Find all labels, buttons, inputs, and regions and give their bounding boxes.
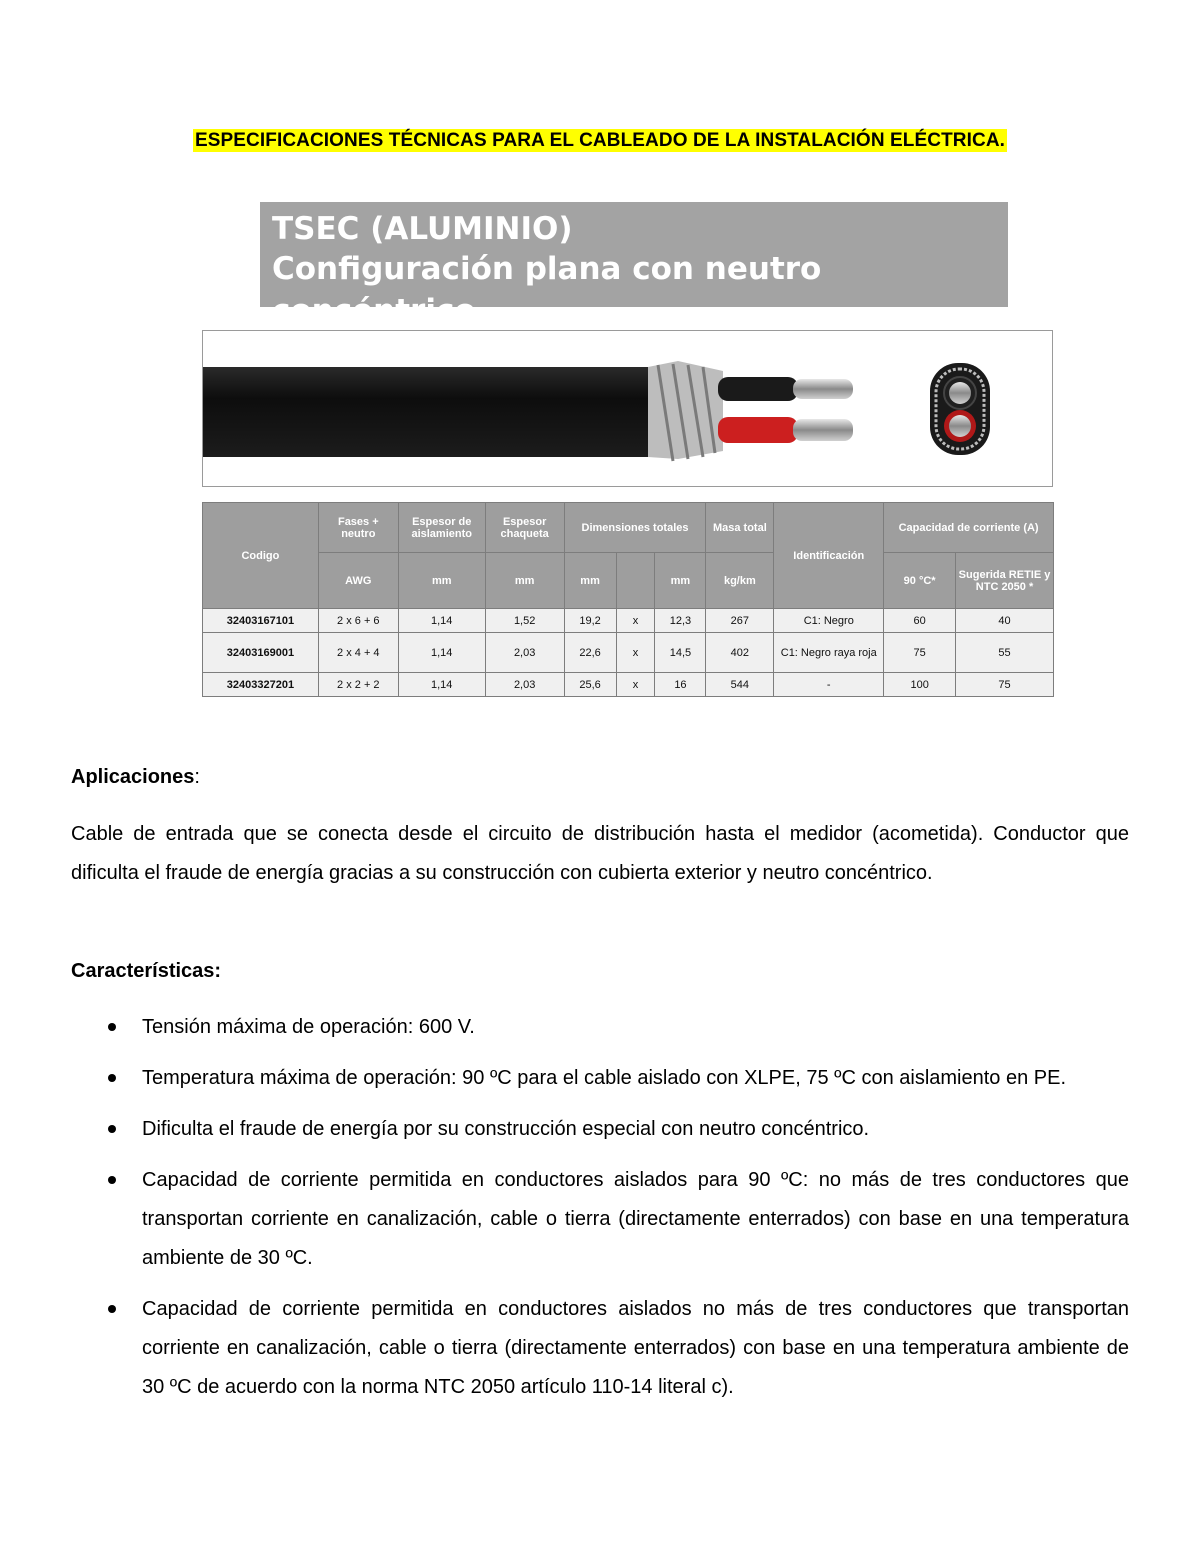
header-codigo: Codigo bbox=[203, 503, 319, 609]
list-item bbox=[71, 1008, 1129, 1047]
cell-awg: 2 x 6 + 6 bbox=[318, 609, 398, 633]
cable-cross-section-icon bbox=[930, 363, 990, 455]
cell-x: x bbox=[616, 609, 655, 633]
banner-subtitle: Configuración plana con neutro concéntrico bbox=[272, 251, 822, 329]
cell-dim2: 14,5 bbox=[655, 633, 706, 673]
table-row bbox=[203, 633, 1054, 673]
unit-mm: mm bbox=[485, 553, 564, 609]
cell-masa: 402 bbox=[706, 633, 774, 673]
cell-ident: C1: Negro raya roja bbox=[774, 633, 884, 673]
aplicaciones-heading-wrap bbox=[71, 766, 1129, 789]
cell-aislamiento: 1,14 bbox=[398, 609, 485, 633]
unit-sugerida: Sugerida RETIE y NTC 2050 * bbox=[956, 553, 1054, 609]
unit-90c: 90 °C* bbox=[884, 553, 956, 609]
page-title-wrap bbox=[0, 130, 1200, 152]
list-item bbox=[71, 1290, 1129, 1407]
cell-masa: 267 bbox=[706, 609, 774, 633]
cell-x: x bbox=[616, 633, 655, 673]
cell-chaqueta: 1,52 bbox=[485, 609, 564, 633]
aplicaciones-text: Cable de entrada que se conecta desde el circuito de distribución hasta el medidor (acometida). Conductor que dificulta el fraude de energía gracias a su construcción con cubierta exterior y neutro concéntrico. bbox=[71, 823, 1129, 884]
list-item-text: Temperatura máxima de operación: 90 ºC para el cable aislado con XLPE, 75 ºC con aislamiento en PE. bbox=[142, 1067, 1067, 1089]
cell-dim1: 25,6 bbox=[564, 673, 616, 697]
bullet-icon bbox=[108, 1176, 116, 1184]
list-item-text: Capacidad de corriente permitida en conductores aislados no más de tres conductores que transportan corriente en canalización, cable o tierra (directamente enterrados) con base en una temperatura ambiente de 30 ºC de acuerdo con la norma NTC 2050 artículo 110-14 literal c). bbox=[142, 1298, 1129, 1398]
product-banner bbox=[260, 202, 1008, 329]
cable-photo bbox=[202, 330, 1053, 487]
cell-masa: 544 bbox=[706, 673, 774, 697]
cell-sugerida: 75 bbox=[956, 673, 1054, 697]
table-row bbox=[203, 673, 1054, 697]
unit-mm: mm bbox=[655, 553, 706, 609]
header-identificacion: Identificación bbox=[774, 503, 884, 609]
cell-cap90: 100 bbox=[884, 673, 956, 697]
cell-code: 32403167101 bbox=[203, 609, 319, 633]
unit-mm: mm bbox=[564, 553, 616, 609]
cell-dim1: 22,6 bbox=[564, 633, 616, 673]
caracteristicas-heading: Características: bbox=[71, 960, 222, 982]
aluminum-strand-bottom bbox=[793, 419, 853, 441]
header-dimensiones: Dimensiones totales bbox=[564, 503, 706, 553]
cell-dim2: 12,3 bbox=[655, 609, 706, 633]
cell-ident: C1: Negro bbox=[774, 609, 884, 633]
list-item bbox=[71, 1161, 1129, 1278]
list-item bbox=[71, 1110, 1129, 1149]
cell-chaqueta: 2,03 bbox=[485, 633, 564, 673]
unit-empty bbox=[616, 553, 655, 609]
list-item bbox=[71, 1059, 1129, 1098]
header-masa: Masa total bbox=[706, 503, 774, 553]
bullet-icon bbox=[108, 1023, 116, 1031]
cell-cap90: 60 bbox=[884, 609, 956, 633]
cell-sugerida: 40 bbox=[956, 609, 1054, 633]
aplicaciones-colon: : bbox=[194, 766, 200, 788]
table-header-row bbox=[203, 503, 1054, 553]
aluminum-strand-top bbox=[793, 379, 853, 399]
page-title: ESPECIFICACIONES TÉCNICAS PARA EL CABLEADO DE LA INSTALACIÓN ELÉCTRICA. bbox=[194, 130, 1006, 151]
cell-x: x bbox=[616, 673, 655, 697]
list-item-text: Capacidad de corriente permitida en conductores aislados para 90 ºC: no más de tres conductores que transportan corriente en canalización, cable o tierra (directamente enterrados) con base en una temperatura ambiente de 30 ºC. bbox=[142, 1169, 1129, 1269]
bullet-icon bbox=[108, 1074, 116, 1082]
aplicaciones-heading: Aplicaciones bbox=[71, 766, 195, 788]
header-espesor-chaqueta: Espesor chaqueta bbox=[485, 503, 564, 553]
cell-dim1: 19,2 bbox=[564, 609, 616, 633]
cell-chaqueta: 2,03 bbox=[485, 673, 564, 697]
cell-awg: 2 x 2 + 2 bbox=[318, 673, 398, 697]
bullet-icon bbox=[108, 1305, 116, 1313]
cell-cap90: 75 bbox=[884, 633, 956, 673]
cell-code: 32403169001 bbox=[203, 633, 319, 673]
cell-ident: - bbox=[774, 673, 884, 697]
cell-awg: 2 x 4 + 4 bbox=[318, 633, 398, 673]
cable-illustration bbox=[203, 331, 1052, 486]
table-row bbox=[203, 609, 1054, 633]
cell-aislamiento: 1,14 bbox=[398, 673, 485, 697]
unit-awg: AWG bbox=[318, 553, 398, 609]
banner-title: TSEC (ALUMINIO) bbox=[272, 211, 573, 247]
cell-aislamiento: 1,14 bbox=[398, 633, 485, 673]
cable-jacket bbox=[203, 367, 648, 457]
bullet-icon bbox=[108, 1125, 116, 1133]
header-capacidad: Capacidad de corriente (A) bbox=[884, 503, 1054, 553]
list-item-text: Tensión máxima de operación: 600 V. bbox=[142, 1016, 475, 1038]
list-item-text: Dificulta el fraude de energía por su construcción especial con neutro concéntrico. bbox=[142, 1118, 870, 1140]
header-espesor-aislamiento: Espesor de aislamiento bbox=[398, 503, 485, 553]
cell-dim2: 16 bbox=[655, 673, 706, 697]
black-conductor bbox=[718, 377, 798, 401]
header-fases: Fases + neutro bbox=[318, 503, 398, 553]
cell-sugerida: 55 bbox=[956, 633, 1054, 673]
caracteristicas-list bbox=[71, 1008, 1129, 1419]
cell-code: 32403327201 bbox=[203, 673, 319, 697]
spec-table bbox=[202, 502, 1054, 697]
table-units-row bbox=[203, 553, 1054, 609]
unit-kgkm: kg/km bbox=[706, 553, 774, 609]
red-conductor bbox=[718, 417, 798, 443]
unit-mm: mm bbox=[398, 553, 485, 609]
